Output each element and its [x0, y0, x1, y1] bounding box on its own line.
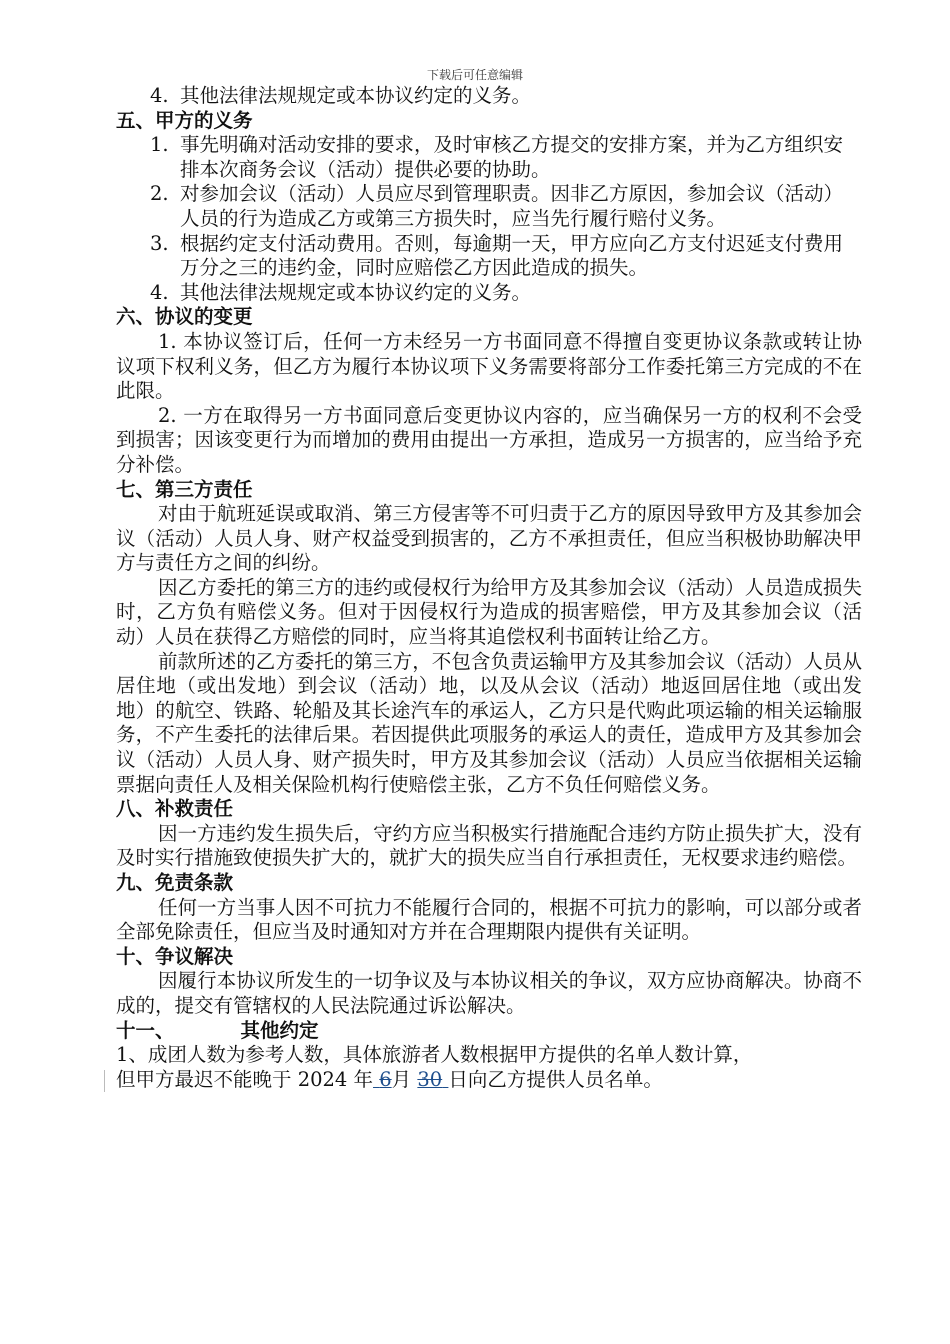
paragraph-line: [116, 1068, 862, 1093]
section-heading-6: 六、协议的变更: [116, 305, 253, 329]
paragraph: 因履行本协议所发生的一切争议及与本协议相关的争议，双方应协商解决。协商不成的，提交有管辖权的人民法院通过诉讼解决。: [116, 969, 862, 1017]
item-number: 4.: [150, 280, 169, 304]
item-text: 根据约定支付活动费用。否则，每逾期一天，甲方应向乙方支付迟延支付费用万分之三的违约金，同时应赔偿乙方因此造成的损失。: [180, 231, 844, 280]
section-heading-9: 九、免责条款: [116, 871, 234, 894]
item-number: 2.: [150, 182, 169, 206]
month-value: 6: [379, 1067, 392, 1091]
item-text: 事先明确对活动安排的要求，及时审核乙方提交的安排方案，并为乙方组织安排本次商务会议（活动）提供必要的协助。: [180, 133, 844, 181]
list-item: [116, 133, 862, 182]
section-heading-8: 八、补救责任: [116, 797, 234, 821]
header-note: 下载后可任意编辑: [426, 68, 523, 82]
item-text: 对参加会议（活动）人员应尽到管理职责。因非乙方原因，参加会议（活动）人员的行为造成乙方或第三方损失时，应当先行履行赔付义务。: [180, 182, 844, 230]
item-number: 3.: [150, 231, 169, 255]
day-value: 30: [417, 1067, 443, 1091]
text-segment: 日向乙方提供人员名单。: [448, 1067, 663, 1091]
list-item: [116, 281, 862, 306]
text-segment: 但甲方最迟不能晚于 2024 年: [116, 1067, 374, 1091]
paragraph: 对由于航班延误或取消、第三方侵害等不可归责于乙方的原因导致甲方及其参加会议（活动）人员人身、财产权益受到损害的，乙方不承担责任，但应当积极协助解决甲方与责任方之间的纠纷。: [116, 502, 862, 575]
paragraph: 任何一方当事人因不可抗力不能履行合同的，根据不可抗力的影响，可以部分或者全部免除责任，但应当及时通知对方并在合理期限内提供有关证明。: [116, 895, 862, 944]
list-item: [116, 232, 862, 281]
paragraph: 因乙方委托的第三方的违约或侵权行为给甲方及其参加会议（活动）人员造成损失时，乙方负有赔偿义务。但对于因侵权行为造成的损害赔偿，甲方及其参加会议（活动）人员在获得乙方赔偿的同时，应当将其追偿权利书面转让给乙方。: [116, 575, 862, 649]
section-heading-11: [116, 1019, 862, 1044]
item-text: 其他法律法规规定或本协议约定的义务。: [180, 280, 532, 304]
section-heading-10: 十、争议解决: [116, 944, 234, 968]
heading-number: 十一、: [116, 1018, 175, 1042]
heading-text: 其他约定: [240, 1018, 319, 1042]
text-segment: 月: [391, 1067, 412, 1091]
paragraph: 前款所述的乙方委托的第三方，不包含负责运输甲方及其参加会议（活动）人员从居住地（或出发地）到会议（活动）地，以及从会议（活动）地返回居住地（或出发地）的航空、铁路、轮船及其长途汽车的承运人，乙方只是代购此项运输的相关运输服务，不产生委托的法律后果。若因提供此项服务的承运人的责任，造成甲方及其参加会议（活动）人员人身、财产损失时，甲方及其参加会议（活动）人员应当依据相关运输票据向责任人及相关保险机构行使赔偿主张，乙方不负任何赔偿义务。: [116, 649, 862, 796]
section-heading-5: 五、甲方的义务: [116, 108, 253, 132]
month-blank[interactable]: [373, 1068, 392, 1091]
paragraph: 因一方违约发生损失后，守约方应当积极实行措施配合违约方防止损失扩大，没有及时实行措施致使损失扩大的，就扩大的损失应当自行承担责任，无权要求违约赔偿。: [116, 821, 862, 870]
list-item: [116, 84, 862, 109]
document-body: [116, 84, 862, 1092]
revision-bar: [104, 1070, 105, 1092]
day-blank[interactable]: [417, 1068, 448, 1091]
section-heading-7: 七、第三方责任: [116, 477, 253, 501]
list-item: [116, 182, 862, 231]
item-text: 其他法律法规规定或本协议约定的义务。: [180, 84, 532, 107]
paragraph: 1. 本协议签订后，任何一方未经另一方书面同意不得擅自变更协议条款或转让协议项下权利义务，但乙方为履行本协议项下义务需要将部分工作委托第三方完成的不在此限。: [116, 329, 862, 403]
item-number: 4.: [150, 84, 169, 107]
paragraph: 2. 一方在取得另一方书面同意后变更协议内容的，应当确保另一方的权利不会受到损害；因该变更行为而增加的费用由提出一方承担，造成另一方损害的，应当给予充分补偿。: [116, 403, 862, 476]
paragraph-line: 1、成团人数为参考人数，具体旅游者人数根据甲方提供的名单人数计算，: [116, 1043, 753, 1067]
item-number: 1.: [150, 133, 169, 157]
